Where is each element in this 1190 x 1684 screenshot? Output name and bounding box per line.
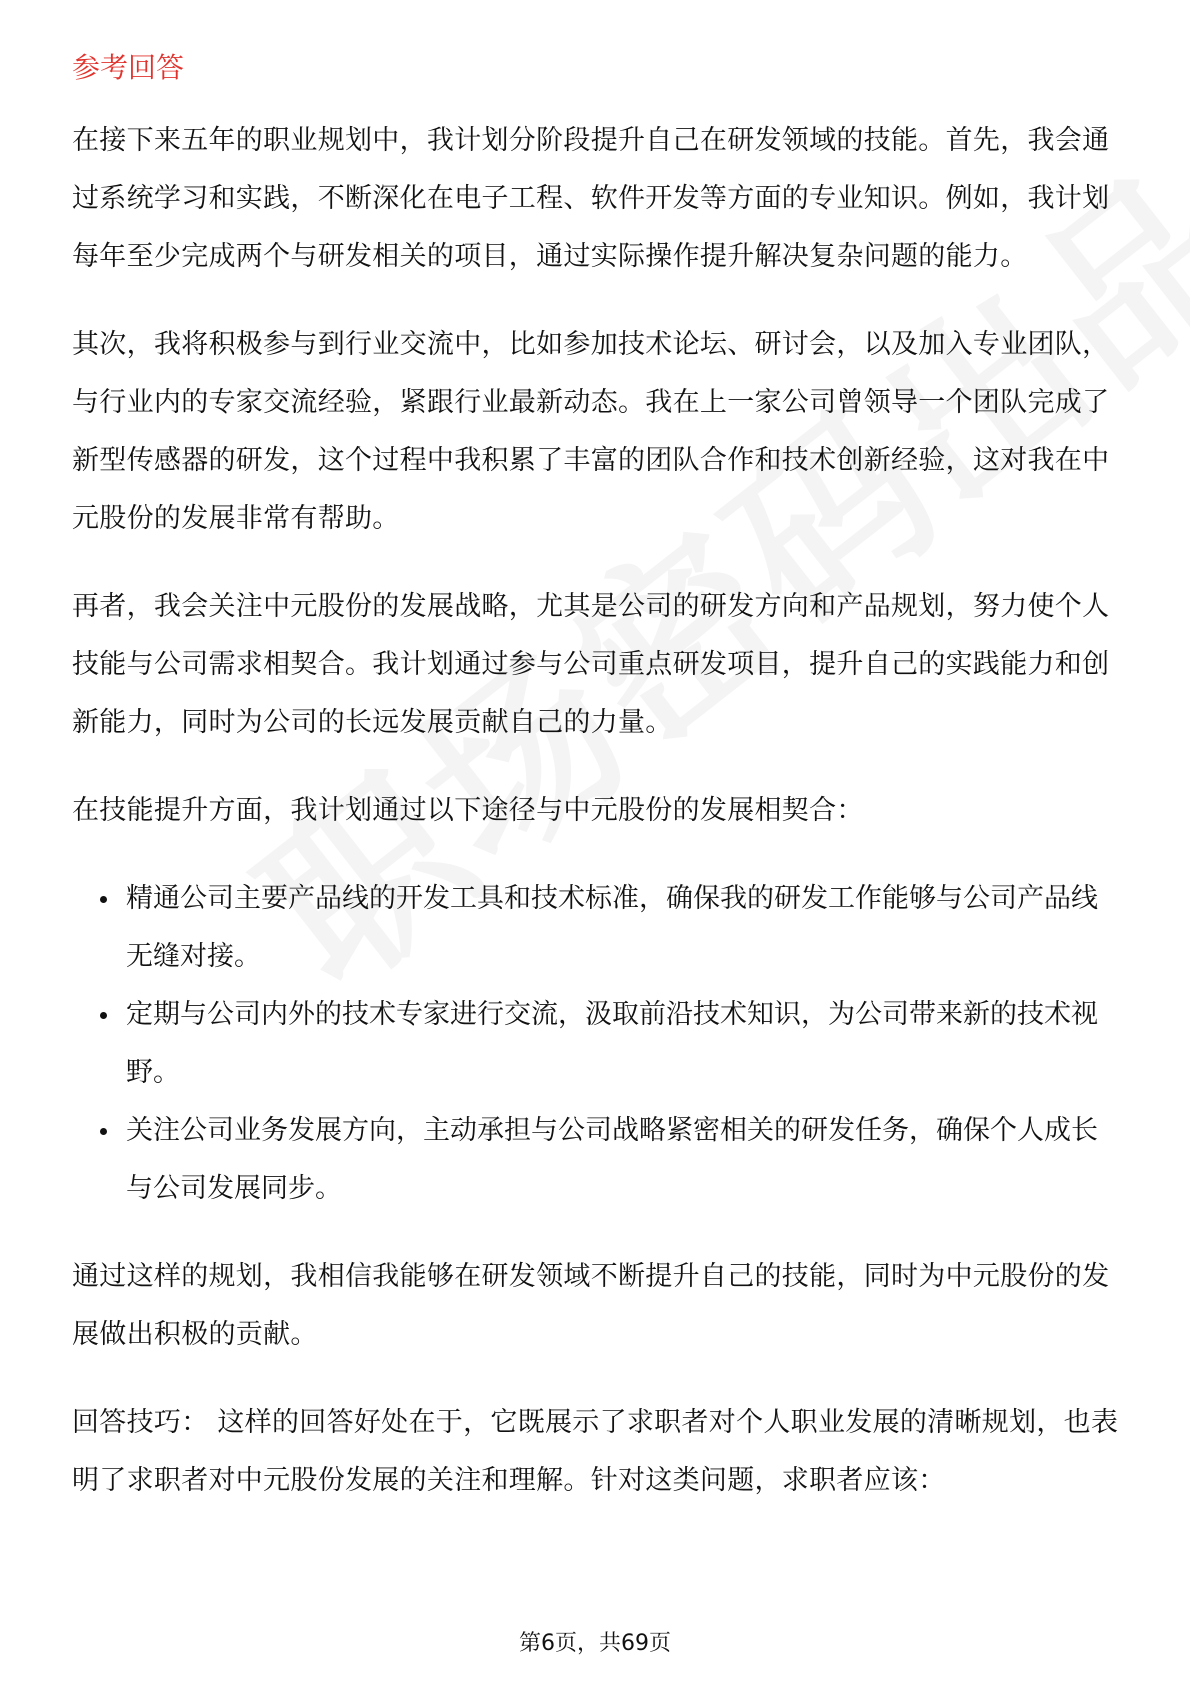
bullet-dot-icon	[100, 1128, 107, 1135]
list-item	[72, 1102, 1122, 1218]
list-item	[72, 870, 1122, 986]
section-heading: 参考回答	[72, 51, 185, 84]
paragraph-skill-intro: 在技能提升方面，我计划通过以下途径与中元股份的发展相契合：	[72, 795, 864, 826]
paragraph-conclusion: 通过这样的规划，我相信我能够在研发领域不断提升自己的技能，同时为中元股份的发展做出积极的贡献。	[72, 1261, 1110, 1350]
paragraph-career-plan: 在接下来五年的职业规划中，我计划分阶段提升自己在研发领域的技能。首先，我会通过系统学习和实践，不断深化在电子工程、软件开发等方面的专业知识。例如，我计划每年至少完成两个与研发相关的项目，通过实际操作提升解决复杂问题的能力。	[72, 125, 1110, 272]
paragraph-answer-tips: 回答技巧： 这样的回答好处在于，它既展示了求职者对个人职业发展的清晰规划，也表明了求职者对中元股份发展的关注和理解。针对这类问题，求职者应该：	[72, 1407, 1119, 1496]
paragraph-company-strategy: 再者，我会关注中元股份的发展战略，尤其是公司的研发方向和产品规划，努力使个人技能与公司需求相契合。我计划通过参与公司重点研发项目，提升自己的实践能力和创新能力，同时为公司的长远发展贡献自己的力量。	[72, 591, 1110, 738]
bullet-dot-icon	[100, 896, 107, 903]
page-number: 第6页，共69页	[519, 1631, 671, 1656]
document-content	[72, 48, 1122, 1540]
list-item	[72, 986, 1122, 1102]
paragraph-industry-exchange: 其次，我将积极参与到行业交流中，比如参加技术论坛、研讨会，以及加入专业团队，与行业内的专家交流经验，紧跟行业最新动态。我在上一家公司曾领导一个团队完成了新型传感器的研发，这个过程中我积累了丰富的团队合作和技术创新经验，这对我在中元股份的发展非常有帮助。	[72, 329, 1110, 534]
list-item-text: 精通公司主要产品线的开发工具和技术标准，确保我的研发工作能够与公司产品线无缝对接。	[126, 883, 1098, 972]
list-item-text: 定期与公司内外的技术专家进行交流，汲取前沿技术知识，为公司带来新的技术视野。	[126, 999, 1098, 1088]
list-item-text: 关注公司业务发展方向，主动承担与公司战略紧密相关的研发任务，确保个人成长与公司发展同步。	[126, 1115, 1098, 1204]
bullet-dot-icon	[100, 1012, 107, 1019]
bullet-list	[72, 870, 1122, 1218]
